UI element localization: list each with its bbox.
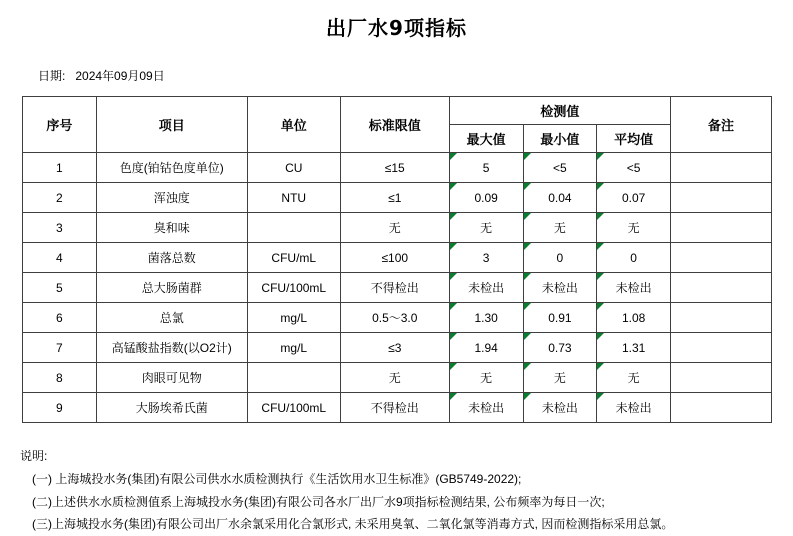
cell-unit: mg/L (247, 333, 340, 363)
cell-index: 7 (23, 333, 97, 363)
cell-remark (671, 303, 772, 333)
cell-limit: 不得检出 (340, 273, 449, 303)
cell-remark (671, 213, 772, 243)
cell-item: 色度(铂钴色度单位) (96, 153, 247, 183)
cell-index: 8 (23, 363, 97, 393)
cell-min: 无 (523, 363, 597, 393)
cell-limit: ≤3 (340, 333, 449, 363)
cell-remark (671, 363, 772, 393)
cell-item: 高锰酸盐指数(以O2计) (96, 333, 247, 363)
table-body (23, 153, 772, 423)
cell-max: 1.94 (449, 333, 523, 363)
cell-max: 0.09 (449, 183, 523, 213)
cell-avg: 0 (597, 243, 671, 273)
cell-unit: CU (247, 153, 340, 183)
table-row (23, 393, 772, 423)
table-row (23, 213, 772, 243)
cell-item: 总氯 (96, 303, 247, 333)
cell-max: 无 (449, 363, 523, 393)
header-item: 项目 (96, 97, 247, 153)
cell-remark (671, 333, 772, 363)
cell-avg: 1.31 (597, 333, 671, 363)
cell-unit: NTU (247, 183, 340, 213)
cell-remark (671, 393, 772, 423)
cell-limit: 0.5～3.0 (340, 303, 449, 333)
note-line-1: (一) 上海城投水务(集团)有限公司供水水质检测执行《生活饮用水卫生标准》(GB5749-2022); (32, 471, 522, 486)
note-line-3: (三)上海城投水务(集团)有限公司出厂水余氯采用化合氯形式, 未采用臭氧、二氧化氯等消毒方式, 因而检测指标采用总氯。 (32, 517, 674, 532)
water-quality-table (22, 96, 772, 423)
cell-min: 0 (523, 243, 597, 273)
header-unit: 单位 (247, 97, 340, 153)
cell-min: 未检出 (523, 393, 597, 423)
cell-unit: CFU/mL (247, 243, 340, 273)
cell-avg: 1.08 (597, 303, 671, 333)
cell-remark (671, 153, 772, 183)
cell-remark (671, 243, 772, 273)
cell-item: 大肠埃希氏菌 (96, 393, 247, 423)
cell-unit: CFU/100mL (247, 393, 340, 423)
cell-unit: mg/L (247, 303, 340, 333)
cell-limit: 无 (340, 213, 449, 243)
cell-avg: 0.07 (597, 183, 671, 213)
cell-max: 5 (449, 153, 523, 183)
date-label: 日期: (38, 69, 66, 83)
cell-limit: 无 (340, 363, 449, 393)
table-header-row-1 (23, 97, 772, 125)
date-line (38, 67, 793, 84)
cell-item: 菌落总数 (96, 243, 247, 273)
table-row (23, 153, 772, 183)
note-line-2: (二)上述供水水质检测值系上海城投水务(集团)有限公司各水厂出厂水9项指标检测结果, 公布频率为每日一次; (32, 494, 605, 509)
date-value: 2024年09月09日 (75, 69, 165, 83)
cell-limit: ≤1 (340, 183, 449, 213)
cell-max: 3 (449, 243, 523, 273)
table-row (23, 243, 772, 273)
cell-item: 总大肠菌群 (96, 273, 247, 303)
cell-max: 未检出 (449, 393, 523, 423)
table-row (23, 333, 772, 363)
document-page (0, 12, 793, 532)
cell-remark (671, 183, 772, 213)
header-remark: 备注 (671, 97, 772, 153)
cell-limit: 不得检出 (340, 393, 449, 423)
cell-avg: 无 (597, 363, 671, 393)
header-min: 最小值 (523, 125, 597, 153)
cell-min: 无 (523, 213, 597, 243)
header-index: 序号 (23, 97, 97, 153)
cell-min: <5 (523, 153, 597, 183)
header-limit: 标准限值 (340, 97, 449, 153)
page-title: 出厂水9项指标 (326, 16, 467, 40)
header-max: 最大值 (449, 125, 523, 153)
cell-avg: 未检出 (597, 273, 671, 303)
cell-item: 臭和味 (96, 213, 247, 243)
notes-section (18, 445, 793, 536)
cell-max: 无 (449, 213, 523, 243)
cell-limit: ≤15 (340, 153, 449, 183)
cell-item: 浑浊度 (96, 183, 247, 213)
cell-avg: 未检出 (597, 393, 671, 423)
cell-index: 3 (23, 213, 97, 243)
cell-min: 0.91 (523, 303, 597, 333)
cell-index: 2 (23, 183, 97, 213)
table-row (23, 303, 772, 333)
cell-min: 未检出 (523, 273, 597, 303)
table-row (23, 183, 772, 213)
table-row (23, 363, 772, 393)
cell-avg: 无 (597, 213, 671, 243)
cell-item: 肉眼可见物 (96, 363, 247, 393)
cell-unit (247, 363, 340, 393)
header-measured-group: 检测值 (449, 97, 670, 125)
notes-heading: 说明: (20, 449, 48, 463)
cell-min: 0.04 (523, 183, 597, 213)
table-row (23, 273, 772, 303)
cell-index: 5 (23, 273, 97, 303)
cell-avg: <5 (597, 153, 671, 183)
cell-index: 6 (23, 303, 97, 333)
cell-limit: ≤100 (340, 243, 449, 273)
cell-max: 未检出 (449, 273, 523, 303)
cell-index: 9 (23, 393, 97, 423)
cell-unit: CFU/100mL (247, 273, 340, 303)
cell-remark (671, 273, 772, 303)
header-avg: 平均值 (597, 125, 671, 153)
cell-max: 1.30 (449, 303, 523, 333)
table-header (23, 97, 772, 153)
cell-index: 1 (23, 153, 97, 183)
cell-min: 0.73 (523, 333, 597, 363)
cell-index: 4 (23, 243, 97, 273)
cell-unit (247, 213, 340, 243)
